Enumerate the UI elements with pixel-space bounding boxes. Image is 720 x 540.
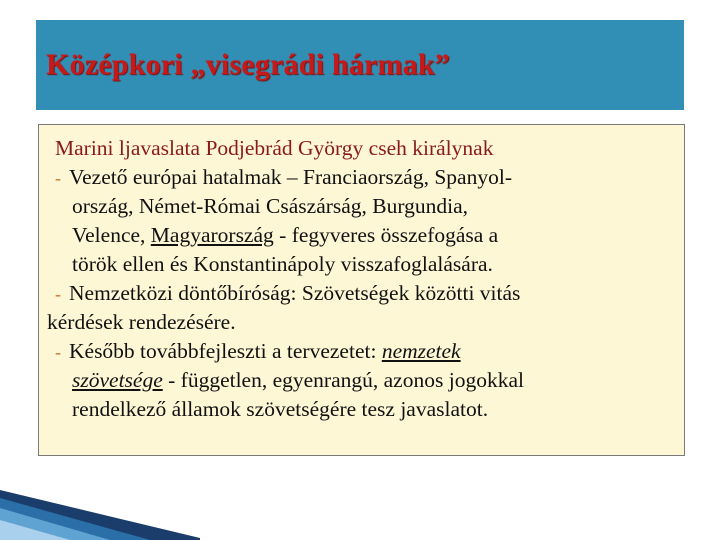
text-line-4-a: Velence, — [72, 223, 151, 247]
text-line-3: ország, Német-Római Császárság, Burgundia, — [72, 194, 469, 218]
text-line-8-a: Később továbbfejleszti a tervezetet: — [69, 339, 382, 363]
text-line-4-underlined: Magyarország — [150, 223, 274, 247]
text-line-8-underlined: nemzetek — [381, 339, 461, 363]
slide-title: Középkori „visegrádi hármak” — [46, 48, 450, 81]
text-line-6 — [55, 280, 520, 307]
text-line-9 — [72, 367, 524, 393]
text-line-6-content: Nemzetközi döntőbíróság: Szövetségek közötti vitás — [69, 281, 521, 305]
text-line-2-content: Vezető európai hatalmak – Franciaország, Spanyol- — [69, 165, 512, 189]
text-line-5: török ellen és Konstantinápoly visszafoglalására. — [72, 252, 493, 276]
text-line-2 — [55, 164, 512, 191]
text-line-4 — [72, 222, 498, 248]
bullet-dash: - — [55, 342, 61, 362]
bullet-dash: - — [55, 168, 61, 188]
text-line-1: Marini ljavaslata Podjebrád György cseh királynak — [55, 136, 494, 160]
text-line-4-b: - fegyveres összefogása a — [273, 223, 499, 247]
bullet-dash: - — [55, 284, 61, 304]
text-line-8 — [55, 338, 461, 365]
corner-decoration — [0, 450, 200, 540]
text-line-9-b: - független, egyenrangú, azonos jogokkal — [162, 368, 524, 392]
text-line-10: rendelkező államok szövetségére tesz javaslatot. — [72, 397, 489, 421]
text-line-7: kérdések rendezésére. — [47, 310, 236, 334]
text-line-9-underlined: szövetsége — [72, 368, 163, 392]
